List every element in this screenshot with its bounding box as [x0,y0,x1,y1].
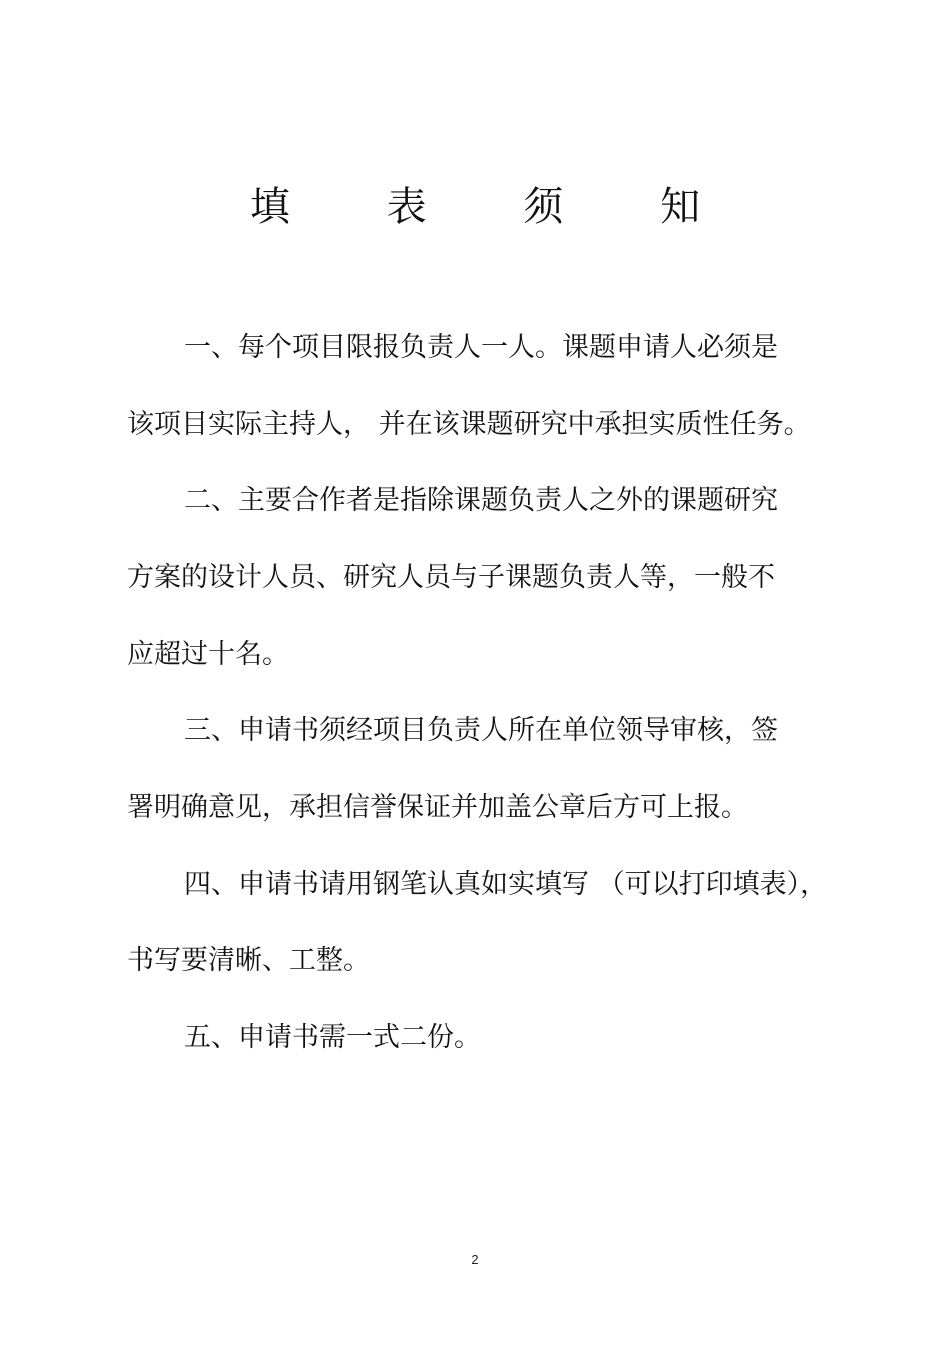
paragraph-line: 该项目实际主持人， 并在该课题研究中承担实质性任务。 [127,409,811,440]
paragraph-line: 署明确意见，承担信誉保证并加盖公章后方可上报。 [127,792,748,823]
paragraph-line: 方案的设计人员、研究人员与子课题负责人等，一般不 [127,562,775,593]
page-number: 2 [471,1252,479,1267]
paragraph-line: 应超过十名。 [127,639,289,670]
paragraph-line: 五、申请书需一式二份。 [184,1022,481,1053]
paragraph-line: 书写要清晰、工整。 [127,945,370,976]
paragraph-line: 四、申请书请用钢笔认真如实填写 （可以打印填表）， [184,869,828,900]
page-title: 填 表 须 知 [249,184,743,230]
paragraph-line: 一、每个项目限报负责人一人。课题申请人必须是 [184,332,778,363]
paragraph-line: 三、申请书须经项目负责人所在单位领导审核，签 [184,715,778,746]
paragraph-line: 二、主要合作者是指除课题负责人之外的课题研究 [184,485,778,516]
